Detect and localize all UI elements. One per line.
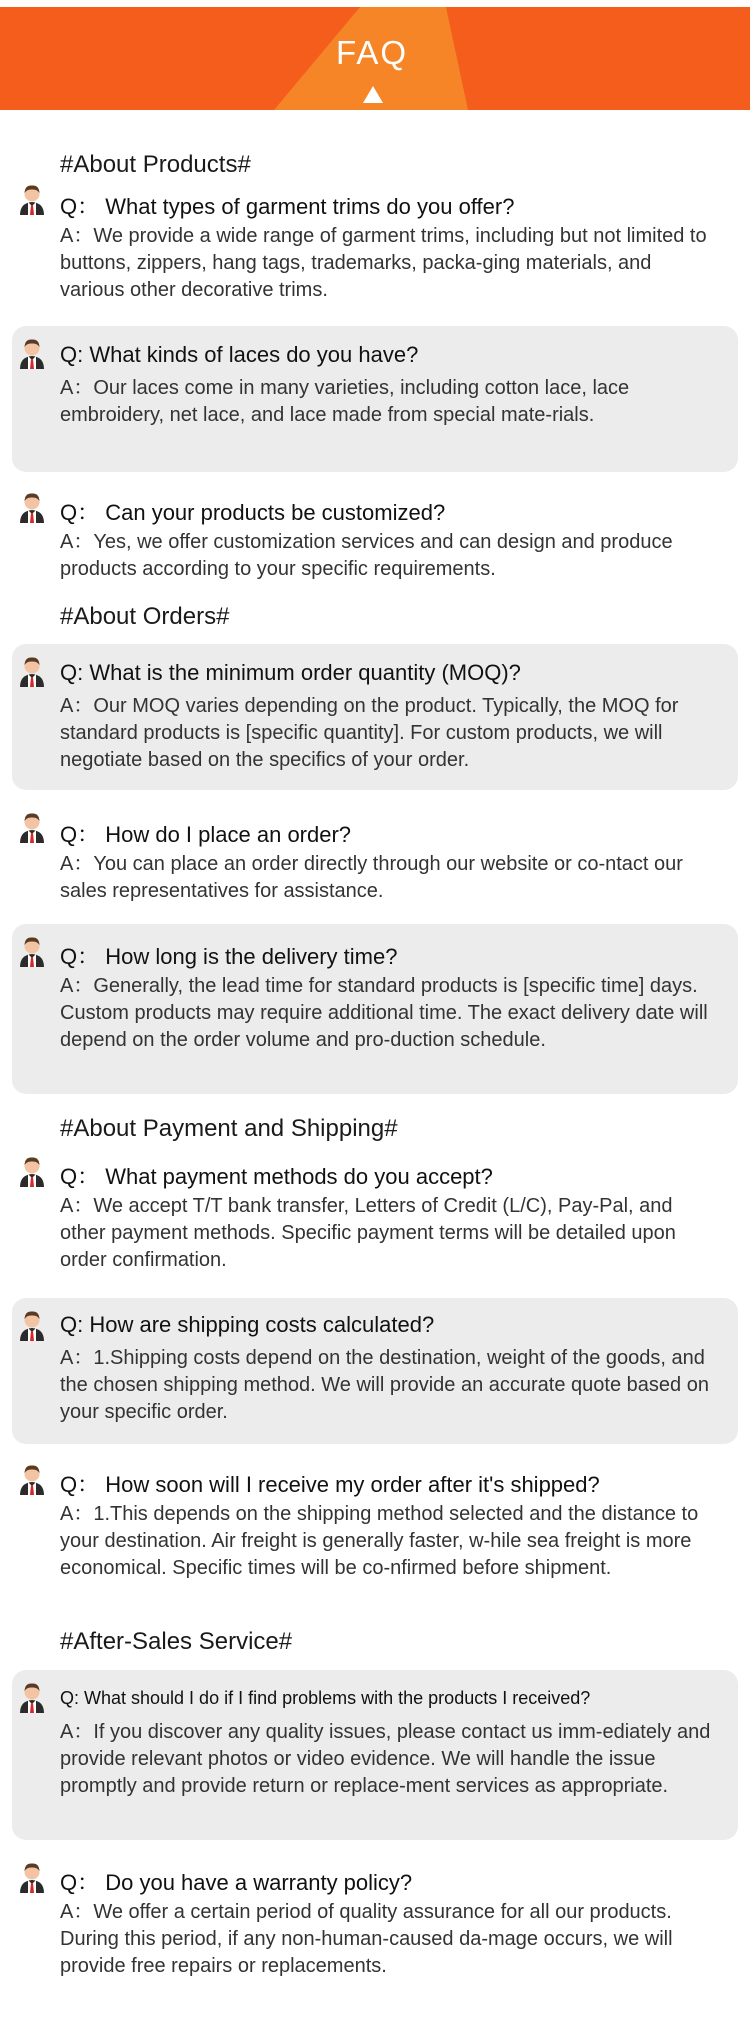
faq-item [12, 1298, 738, 1444]
faq-item [12, 1670, 738, 1840]
faq-item [12, 1858, 738, 1988]
businessman-avatar-icon [18, 655, 46, 687]
faq-item [12, 924, 738, 1094]
businessman-avatar-icon [18, 1309, 46, 1341]
faq-item [12, 1460, 738, 1616]
faq-answer: A：You can place an order directly through our website or co-ntact our sales representatives for assistance. [60, 853, 683, 902]
faq-question: Q： What payment methods do you accept? [60, 1164, 493, 1189]
faq-question: Q： Can your products be customized? [60, 500, 446, 525]
businessman-avatar-icon [18, 1463, 46, 1495]
businessman-avatar-icon [18, 1861, 46, 1893]
faq-item [12, 1152, 738, 1282]
faq-answer: A：Our MOQ varies depending on the product. Typically, the MOQ for standard products is [specific quantity]. For custom products, we will negotiate based on the specifics of your order. [60, 695, 679, 771]
businessman-avatar-icon [18, 1155, 46, 1187]
faq-question: Q: What kinds of laces do you have? [60, 342, 419, 367]
businessman-avatar-icon [18, 183, 46, 215]
businessman-avatar-icon [18, 935, 46, 967]
faq-question: Q： How soon will I receive my order after it's shipped? [60, 1472, 600, 1497]
faq-answer: A：1.This depends on the shipping method selected and the distance to your destination. Air freight is generally faster, w-hile sea freight is more economical. Specific times will be co-nfirmed before shipment. [60, 1503, 699, 1579]
faq-answer: A：Yes, we offer customization services and can design and produce products according to your specific requirements. [60, 531, 673, 580]
section-title-after-sales: #After-Sales Service# [60, 1628, 293, 1655]
faq-item [12, 180, 738, 310]
faq-question: Q： How do I place an order? [60, 822, 352, 847]
faq-item [12, 644, 738, 790]
section-title-payment-shipping: #About Payment and Shipping# [60, 1115, 398, 1142]
faq-answer: A：1.Shipping costs depend on the destination, weight of the goods, and the chosen shipping method. We will provide an accurate quote based on your specific order. [60, 1347, 709, 1423]
faq-question: Q： What types of garment trims do you offer? [60, 194, 515, 219]
faq-question: Q: How are shipping costs calculated? [60, 1312, 435, 1337]
businessman-avatar-icon [18, 1681, 46, 1713]
businessman-avatar-icon [18, 337, 46, 369]
page-title: FAQ [335, 34, 409, 71]
faq-banner [0, 7, 750, 110]
faq-answer: A：We accept T/T bank transfer, Letters of Credit (L/C), Pay-Pal, and other payment methods. Specific payment terms will be detailed upon order confirmation. [60, 1195, 676, 1271]
faq-question: Q： Do you have a warranty policy? [60, 1870, 413, 1895]
faq-answer: A：If you discover any quality issues, please contact us imm-ediately and provide relevant photos or video evidence. We will handle the issue promptly and provide return or replace-ment services as appropriate. [60, 1721, 711, 1797]
businessman-avatar-icon [18, 811, 46, 843]
businessman-avatar-icon [18, 491, 46, 523]
faq-item [12, 808, 738, 908]
faq-answer: A：We offer a certain period of quality assurance for all our products. During this period, if any non-human-caused da-mage occurs, we will provide free repairs or replacements. [60, 1901, 673, 1977]
faq-question: Q: What is the minimum order quantity (MOQ)? [60, 660, 521, 685]
faq-answer: A：Our laces come in many varieties, including cotton lace, lace embroidery, net lace, and lace made from special mate-rials. [60, 377, 630, 426]
faq-question: Q: What should I do if I find problems with the products I received? [60, 1688, 591, 1708]
faq-item [12, 488, 738, 588]
triangle-up-icon [363, 86, 383, 103]
faq-question: Q： How long is the delivery time? [60, 944, 398, 969]
faq-answer: A：We provide a wide range of garment trims, including but not limited to buttons, zippers, hang tags, trademarks, packa-ging materials, and various other decorative trims. [60, 225, 707, 301]
section-title-products: #About Products# [60, 151, 251, 178]
faq-item [12, 326, 738, 472]
faq-answer: A：Generally, the lead time for standard products is [specific time] days. Custom products may require additional time. The exact delivery date will depend on the order volume and pro-duction schedule. [60, 975, 708, 1051]
section-title-orders: #About Orders# [60, 603, 230, 630]
